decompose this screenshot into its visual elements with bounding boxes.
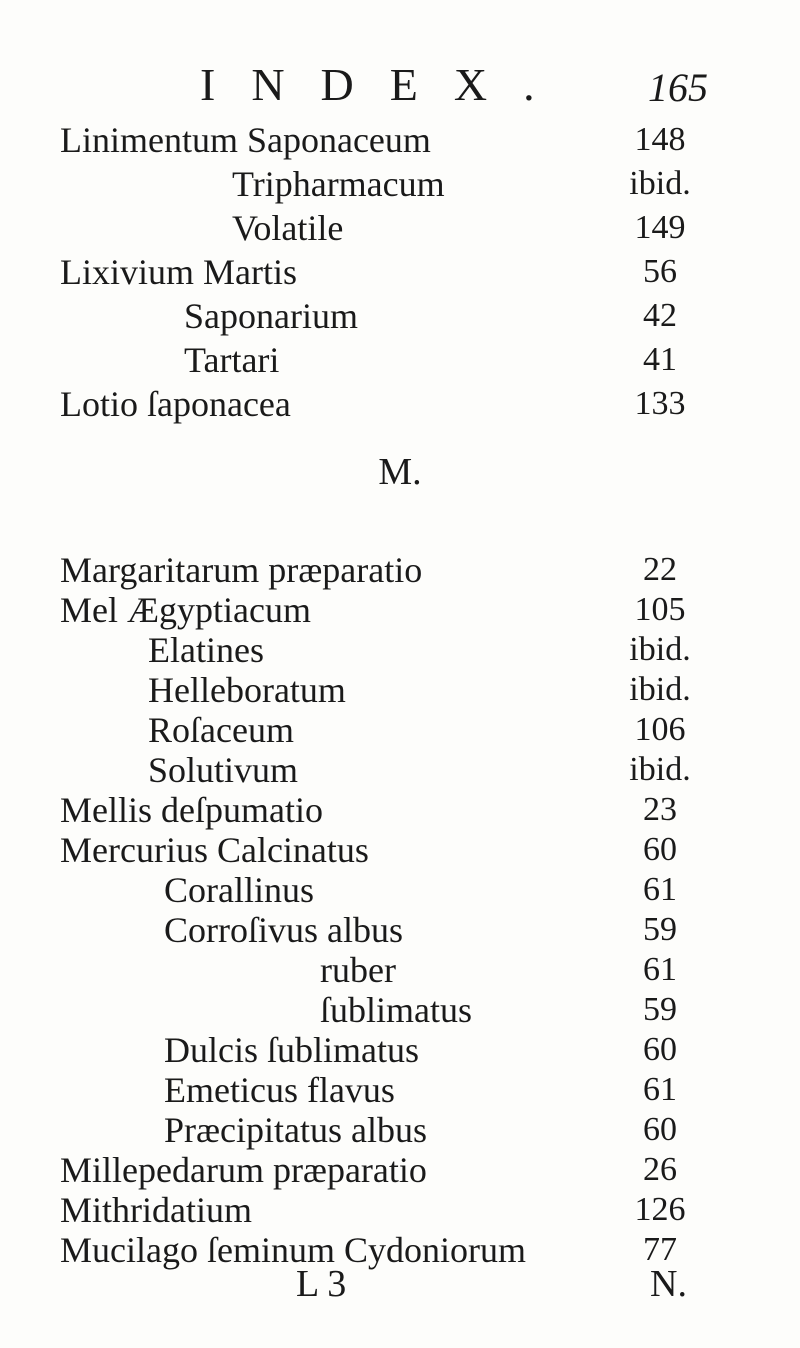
index-entry — [60, 118, 740, 162]
entry-term: Helleboratum — [148, 670, 346, 710]
index-entry — [60, 1068, 740, 1112]
entry-page: ibid. — [629, 631, 691, 668]
index-entry — [60, 382, 740, 426]
entry-page: 77 — [643, 1231, 677, 1268]
signature-mark: L 3 — [296, 1263, 347, 1305]
entry-term: Corallinus — [164, 870, 314, 910]
entry-page: 61 — [643, 1071, 677, 1108]
entry-page: 133 — [634, 385, 686, 422]
entry-term: ſublimatus — [320, 990, 472, 1030]
entry-term: Mithridatium — [60, 1190, 252, 1230]
entry-page: 59 — [643, 991, 677, 1028]
entry-term: Millepedarum præparatio — [60, 1150, 427, 1190]
entry-term: Mercurius Calcinatus — [60, 830, 369, 870]
section-letter: M. — [378, 451, 422, 493]
entry-page: ibid. — [629, 671, 691, 708]
index-entry — [60, 1028, 740, 1072]
index-entry — [60, 908, 740, 952]
entry-term: Emeticus flavus — [164, 1070, 395, 1110]
entry-page: 106 — [634, 711, 686, 748]
index-entry — [60, 1148, 740, 1192]
entry-term: Tartari — [184, 340, 280, 380]
entry-term: Elatines — [148, 630, 264, 670]
entry-term: Lotio ſaponacea — [60, 384, 291, 424]
page-footer — [0, 1262, 800, 1312]
index-entry — [60, 708, 740, 752]
entry-term: Tripharmacum — [232, 164, 445, 204]
entry-term: Corroſivus albus — [164, 910, 403, 950]
entry-term: Solutivum — [148, 750, 299, 790]
index-entry — [60, 748, 740, 792]
index-entry — [60, 988, 740, 1032]
index-entry — [60, 338, 740, 382]
entry-term: Mel Ægyptiacum — [60, 590, 311, 630]
entry-page: 148 — [634, 121, 686, 158]
entry-page: 41 — [643, 341, 677, 378]
entry-term: Volatile — [232, 208, 344, 248]
index-entry — [60, 548, 740, 592]
entry-term: Roſaceum — [148, 710, 294, 750]
entry-page: ibid. — [629, 165, 691, 202]
entry-page: 60 — [643, 1111, 677, 1148]
catchword: N. — [650, 1263, 687, 1305]
index-entry — [60, 828, 740, 872]
entry-page: 61 — [643, 951, 677, 988]
page-number: 165 — [648, 65, 708, 110]
index-entry — [60, 948, 740, 992]
index-entry — [60, 206, 740, 250]
entry-page: ibid. — [629, 751, 691, 788]
index-entry — [60, 250, 740, 294]
index-entry — [60, 1188, 740, 1232]
entry-term: Præcipitatus albus — [164, 1110, 427, 1150]
index-title: INDEX. — [200, 59, 571, 110]
index-entry — [60, 162, 740, 206]
index-entry — [60, 668, 740, 712]
entry-page: 60 — [643, 1031, 677, 1068]
index-entry — [60, 628, 740, 672]
entry-page: 59 — [643, 911, 677, 948]
entry-page: 26 — [643, 1151, 677, 1188]
index-entry — [60, 294, 740, 338]
entry-term: Saponarium — [184, 296, 358, 336]
entry-term: Lixivium Martis — [60, 252, 297, 292]
index-entry — [60, 868, 740, 912]
entry-term: Mellis deſpumatio — [60, 790, 323, 830]
entry-page: 149 — [634, 209, 686, 246]
entry-term: Dulcis ſublimatus — [164, 1030, 419, 1070]
entry-term: ruber — [320, 950, 396, 990]
entry-page: 42 — [643, 297, 677, 334]
entry-page: 60 — [643, 831, 677, 868]
entry-page: 61 — [643, 871, 677, 908]
running-header — [0, 58, 800, 114]
entry-page: 56 — [643, 253, 677, 290]
entry-term: Margaritarum præparatio — [60, 550, 423, 590]
entry-term: Linimentum Saponaceum — [60, 120, 431, 160]
entry-term: Mucilago ſeminum Cydoniorum — [60, 1230, 526, 1270]
entry-page: 105 — [634, 591, 686, 628]
index-entry — [60, 1108, 740, 1152]
index-entry — [60, 588, 740, 632]
entry-page: 126 — [634, 1191, 686, 1228]
entry-page: 22 — [643, 551, 677, 588]
entry-page: 23 — [643, 791, 677, 828]
index-entry — [60, 788, 740, 832]
